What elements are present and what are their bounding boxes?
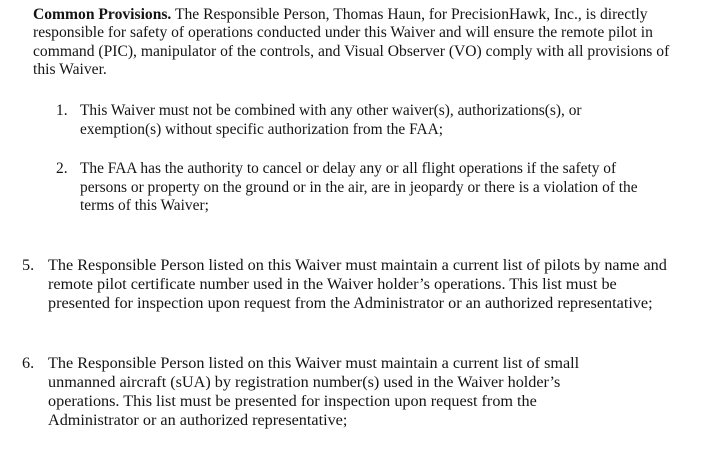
provision-item-5 bbox=[22, 256, 670, 313]
provision-text: The FAA has the authority to cancel or delay any or all flight operations if the safety of persons or property on the ground or in the air, are in jeopardy or there is a violation of the terms of this Waiver; bbox=[80, 160, 638, 215]
common-provisions-paragraph bbox=[33, 6, 673, 80]
provision-text: This Waiver must not be combined with any other waiver(s), authorizations(s), or exemption(s) without specific authorization from the FAA; bbox=[80, 102, 582, 138]
provision-item-6 bbox=[22, 354, 630, 430]
provision-number: 2. bbox=[56, 160, 68, 177]
provision-item-2 bbox=[56, 160, 655, 216]
common-provisions-heading: Common Provisions. bbox=[33, 6, 172, 23]
provision-text: The Responsible Person listed on this Waiver must maintain a current list of small unmanned aircraft (sUA) by registration number(s) used in the Waiver holder’s operations. This list must be presented for inspection upon request from the Administrator or an authorized representative; bbox=[48, 354, 580, 429]
common-provisions-body: The Responsible Person, Thomas Haun, for PrecisionHawk, Inc., is directly responsible for safety of operations conducted under this Waiver and will ensure the remote pilot in command (PIC), manipulator of the controls, and Visual Observer (VO) comply with all provisions of this Waiver. bbox=[33, 6, 670, 79]
provision-text: The Responsible Person listed on this Waiver must maintain a current list of pilots by name and remote pilot certificate number used in the Waiver holder’s operations. This list must be presented for inspection upon request from the Administrator or an authorized representative; bbox=[48, 256, 667, 312]
provision-number: 1. bbox=[56, 102, 68, 119]
provision-number: 5. bbox=[22, 256, 35, 274]
provision-number: 6. bbox=[22, 354, 35, 372]
provision-item-1 bbox=[56, 102, 620, 139]
